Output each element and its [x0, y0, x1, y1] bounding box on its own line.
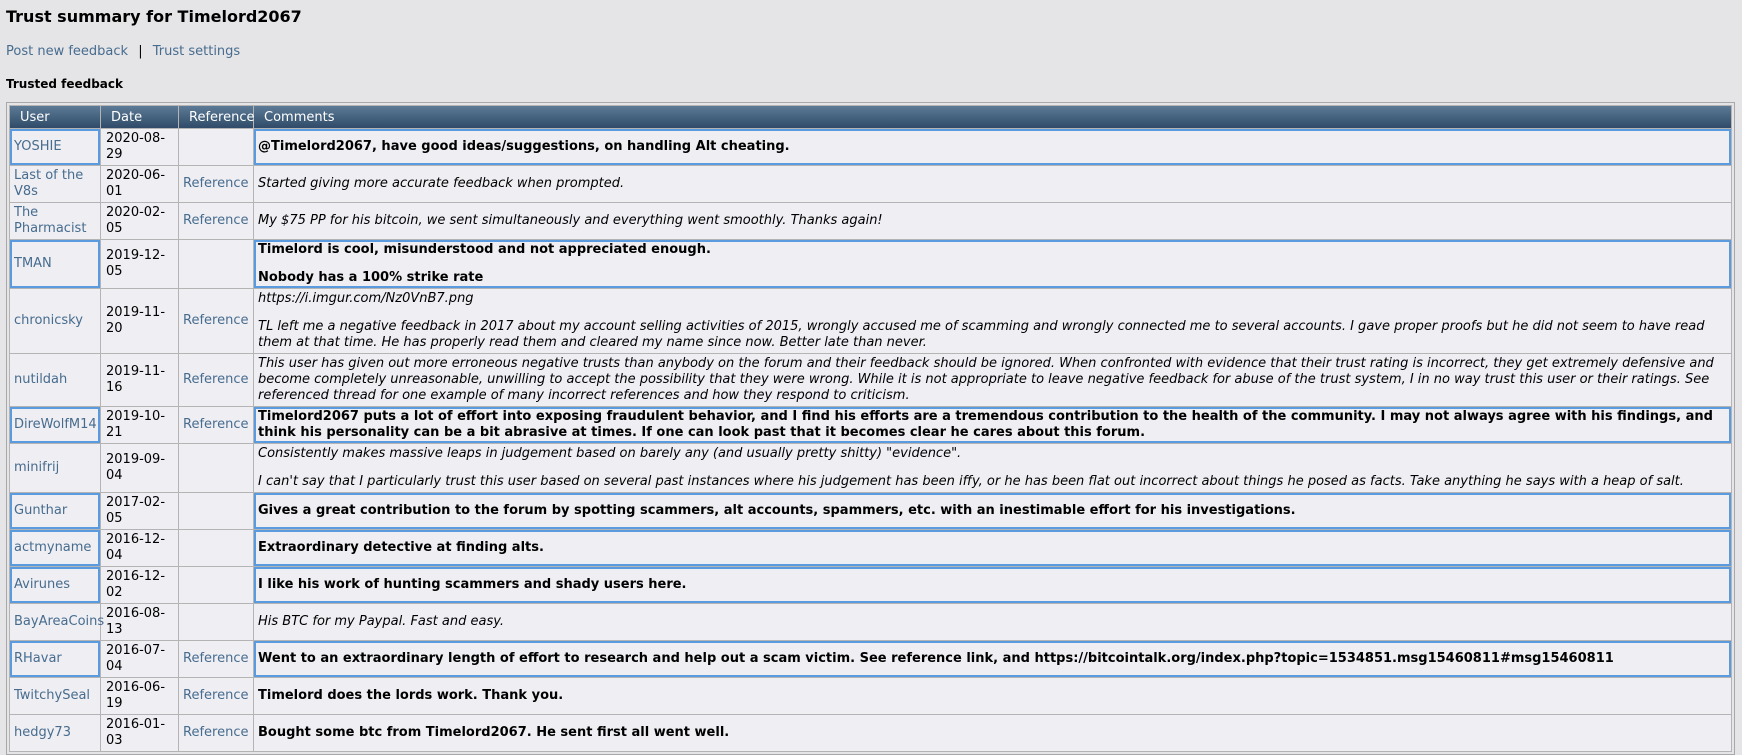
- user-link[interactable]: chronicsky: [14, 313, 83, 328]
- comment-cell: [254, 641, 1731, 677]
- reference-cell: [179, 567, 253, 603]
- user-cell: [10, 604, 105, 640]
- reference-cell: [179, 641, 253, 677]
- comment-line: My $75 PP for his bitcoin, we sent simultaneously and everything went smoothly. Thanks again!: [258, 213, 883, 228]
- table-row: [10, 604, 1731, 640]
- table-row: [10, 407, 1731, 443]
- header-date: Date: [101, 106, 178, 128]
- comment-line: Went to an extraordinary length of effort to research and help out a scam victim. See reference link, and https://bitcointalk.org/index.php?topic=1534851.msg15460811#msg15460811: [258, 651, 1614, 666]
- reference-cell: [179, 493, 253, 529]
- date-cell: 2016-12-02: [101, 567, 178, 603]
- comment-cell: [254, 715, 1731, 751]
- user-cell: [10, 407, 100, 443]
- comment-line: I like his work of hunting scammers and shady users here.: [258, 577, 687, 592]
- comment-cell: [254, 289, 1731, 353]
- table-row: [10, 240, 1731, 288]
- date-cell: 2020-02-05: [101, 203, 178, 239]
- header-user: User: [10, 106, 100, 128]
- date-cell: 2019-11-16: [101, 354, 178, 406]
- table-row: [10, 166, 1731, 202]
- comment-line: Extraordinary detective at finding alts.: [258, 540, 544, 555]
- trust-settings-link[interactable]: Trust settings: [152, 44, 241, 59]
- user-cell: [10, 129, 100, 165]
- reference-cell: [179, 678, 253, 714]
- user-cell: [10, 166, 100, 202]
- table-row: [10, 129, 1731, 165]
- reference-cell: [179, 530, 253, 566]
- user-cell: [10, 203, 100, 239]
- comment-line: Nobody has a 100% strike rate: [258, 270, 484, 285]
- user-cell: [10, 493, 100, 529]
- header-comments: Comments: [254, 106, 1731, 128]
- reference-link[interactable]: Reference: [183, 213, 249, 228]
- comment-line: I can't say that I particularly trust this user based on several past instances where his judgement has been iffy, or he has been flat out incorrect about things he posed as facts. Take anything he says with a heap of salt.: [258, 474, 1684, 489]
- table-row: [10, 715, 1731, 751]
- reference-link[interactable]: Reference: [183, 372, 249, 387]
- date-cell: 2016-12-04: [101, 530, 178, 566]
- reference-cell: [179, 166, 253, 202]
- comment-cell: [254, 354, 1731, 406]
- comment-cell: [254, 407, 1731, 443]
- table-row: [10, 530, 1731, 566]
- comment-line: Timelord2067 puts a lot of effort into exposing fraudulent behavior, and I find his efforts are a tremendous contribution to the health of the community. I may not always agree with his findings, and think his personality can be a bit abrasive at times. If one can look past that it becomes clear he cares about this forum.: [258, 409, 1713, 440]
- user-link[interactable]: Last of the V8s: [14, 168, 84, 199]
- comment-line: Started giving more accurate feedback when prompted.: [258, 176, 625, 191]
- user-link[interactable]: hedgy73: [14, 725, 71, 740]
- date-cell: 2020-06-01: [101, 166, 178, 202]
- date-cell: 2016-07-04: [101, 641, 178, 677]
- user-cell: [10, 289, 100, 353]
- comment-line: Bought some btc from Timelord2067. He sent first all went well.: [258, 725, 730, 740]
- table-header-row: [10, 106, 1731, 128]
- date-cell: 2019-10-21: [101, 407, 178, 443]
- comment-cell: [254, 530, 1731, 566]
- comment-cell: [254, 444, 1731, 492]
- user-link[interactable]: actmyname: [14, 540, 92, 555]
- table-row: [10, 493, 1731, 529]
- reference-cell: [179, 129, 253, 165]
- table-row: [10, 678, 1731, 714]
- comment-cell: [254, 129, 1731, 165]
- user-link[interactable]: BayAreaCoins: [14, 614, 105, 629]
- table-row: [10, 289, 1731, 353]
- comment-line: Consistently makes massive leaps in judgement based on barely any (and usually pretty shitty) "evidence".: [258, 446, 962, 461]
- user-cell: [10, 678, 100, 714]
- comment-line: Timelord is cool, misunderstood and not appreciated enough.: [258, 242, 711, 257]
- header-reference: Reference: [179, 106, 253, 128]
- feedback-table-frame: [6, 102, 1735, 755]
- user-cell: [10, 530, 100, 566]
- comment-line: Timelord does the lords work. Thank you.: [258, 688, 564, 703]
- comment-line: This user has given out more erroneous negative trusts than anybody on the forum and their feedback should be ignored. When confronted with evidence that their trust rating is incorrect, they get extremely defensive and become completely unreasonable, unwilling to accept the possibility that they were wrong. While it is not appropriate to leave negative feedback for abuse of the trust system, I in no way trust this user or their ratings. See referenced thread for one example of many incorrect references and how they respond to criticism.: [258, 356, 1714, 403]
- user-link[interactable]: RHavar: [14, 651, 62, 666]
- date-cell: 2019-11-20: [101, 289, 178, 353]
- user-link[interactable]: TMAN: [14, 256, 52, 271]
- comment-cell: [254, 240, 1731, 288]
- user-cell: [10, 567, 100, 603]
- page-title: Trust summary for Timelord2067: [6, 7, 302, 26]
- comment-cell: [254, 678, 1731, 714]
- table-row: [10, 641, 1731, 677]
- date-cell: 2016-08-13: [101, 604, 178, 640]
- reference-cell: [179, 407, 253, 443]
- user-cell: [10, 354, 100, 406]
- user-cell: [10, 240, 100, 288]
- reference-cell: [179, 240, 253, 288]
- comment-line: His BTC for my Paypal. Fast and easy.: [258, 614, 505, 629]
- comment-cell: [254, 567, 1731, 603]
- table-row: [10, 567, 1731, 603]
- comment-line: TL left me a negative feedback in 2017 about my account selling activities of 2015, wrongly accused me of scamming and wrongly connected me to several accounts. I gave proper proofs but he did not seem to have read them at that time. He has properly read them and cleared my name since now. Better late than never.: [258, 319, 1705, 350]
- date-cell: 2016-01-03: [101, 715, 178, 751]
- reference-cell: [179, 203, 253, 239]
- date-cell: 2019-12-05: [101, 240, 178, 288]
- user-link[interactable]: Avirunes: [14, 577, 71, 592]
- date-cell: 2017-02-05: [101, 493, 178, 529]
- reference-cell: [179, 289, 253, 353]
- reference-link[interactable]: Reference: [183, 688, 249, 703]
- link-separator: |: [138, 44, 143, 59]
- comment-line: [258, 258, 1727, 270]
- table-row: [10, 354, 1731, 406]
- reference-cell: [179, 354, 253, 406]
- comment-line: Gives a great contribution to the forum by spotting scammers, alt accounts, spammers, etc. with an inestimable effort for his investigations.: [258, 503, 1296, 518]
- comment-line: [258, 462, 1727, 474]
- date-cell: 2020-08-29: [101, 129, 178, 165]
- comment-line: [258, 307, 1727, 319]
- table-row: [10, 203, 1731, 239]
- table-row: [10, 444, 1731, 492]
- user-link[interactable]: The Pharmacist: [14, 205, 87, 236]
- comment-line: @Timelord2067, have good ideas/suggestions, on handling Alt cheating.: [258, 139, 790, 154]
- action-links: [6, 44, 1736, 60]
- date-cell: 2019-09-04: [101, 444, 178, 492]
- user-link[interactable]: DireWolfM14: [14, 417, 97, 432]
- reference-link[interactable]: Reference: [183, 176, 249, 191]
- comment-cell: [254, 493, 1731, 529]
- user-cell: [10, 715, 100, 751]
- user-cell: [10, 641, 100, 677]
- table-body: [10, 129, 1731, 751]
- user-link[interactable]: Gunthar: [14, 503, 68, 518]
- user-link[interactable]: YOSHIE: [14, 139, 62, 154]
- user-link[interactable]: minifrij: [14, 460, 60, 475]
- reference-link[interactable]: Reference: [183, 651, 249, 666]
- comment-cell: [254, 604, 1731, 640]
- user-link[interactable]: TwitchySeal: [14, 688, 91, 703]
- feedback-table: [9, 105, 1732, 752]
- reference-link[interactable]: Reference: [183, 725, 249, 740]
- reference-cell: [179, 444, 253, 492]
- post-feedback-link[interactable]: Post new feedback: [6, 44, 129, 59]
- user-cell: [10, 444, 100, 492]
- comment-cell: [254, 166, 1731, 202]
- user-link[interactable]: nutildah: [14, 372, 68, 387]
- date-cell: 2016-06-19: [101, 678, 178, 714]
- section-title: Trusted feedback: [6, 77, 123, 91]
- reference-cell: [179, 715, 253, 751]
- reference-link[interactable]: Reference: [183, 417, 249, 432]
- reference-cell: [179, 604, 253, 640]
- comment-line: https://i.imgur.com/Nz0VnB7.png: [258, 291, 474, 306]
- comment-cell: [254, 203, 1731, 239]
- reference-link[interactable]: Reference: [183, 313, 249, 328]
